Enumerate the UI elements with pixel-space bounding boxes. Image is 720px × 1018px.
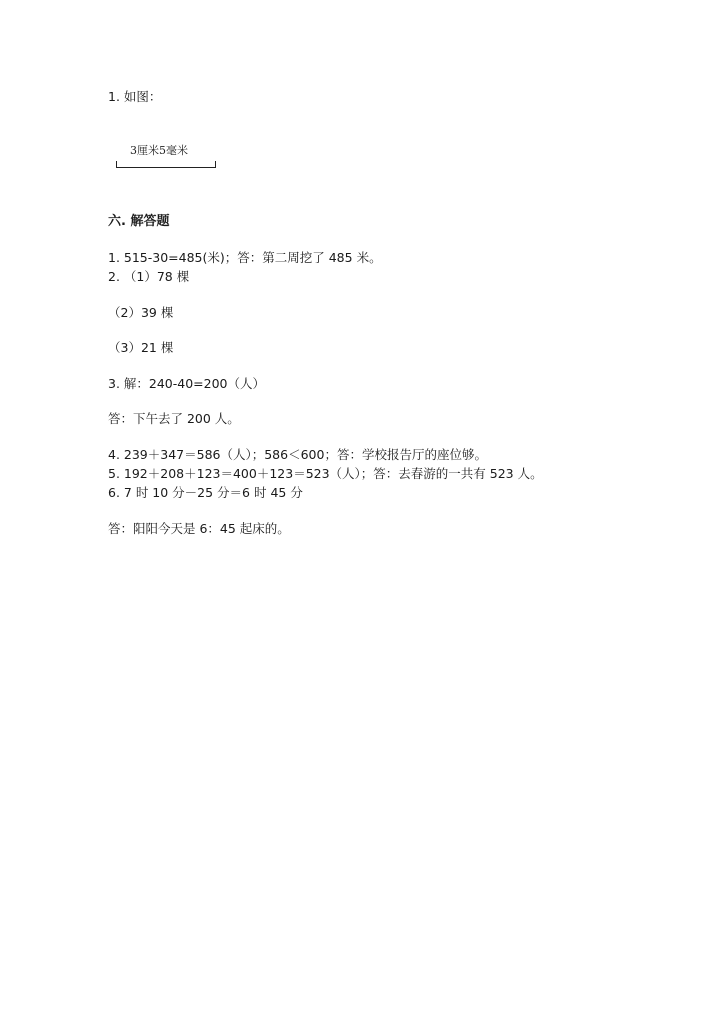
- answer-3-solution: 3. 解：240-40=200（人）: [108, 376, 266, 391]
- answer-5: 5. 192＋208＋123＝400＋123＝523（人）；答：去春游的一共有 523 人。: [108, 466, 543, 481]
- answer-2-part-2: （2）39 棵: [108, 305, 174, 320]
- section-title: 六. 解答题: [108, 214, 170, 229]
- answer-6: 6. 7 时 10 分－25 分＝6 时 45 分: [108, 485, 303, 500]
- answer-3-answer: 答：下午去了 200 人。: [108, 411, 240, 426]
- line-segment-figure: [116, 143, 220, 171]
- answer-4: 4. 239＋347＝586（人）；586＜600；答：学校报告厅的座位够。: [108, 447, 487, 462]
- answer-2-part-3: （3）21 棵: [108, 340, 174, 355]
- figure-intro-text: 1. 如图：: [108, 89, 162, 104]
- segment-length-label: 3厘米5毫米: [130, 144, 188, 157]
- answer-1: 1. 515-30=485(米)；答：第二周挖了 485 米。: [108, 250, 382, 265]
- line-segment-bracket: [116, 161, 216, 168]
- answer-6-answer: 答：阳阳今天是 6：45 起床的。: [108, 521, 290, 536]
- answer-2-part-1: 2. （1）78 棵: [108, 269, 190, 284]
